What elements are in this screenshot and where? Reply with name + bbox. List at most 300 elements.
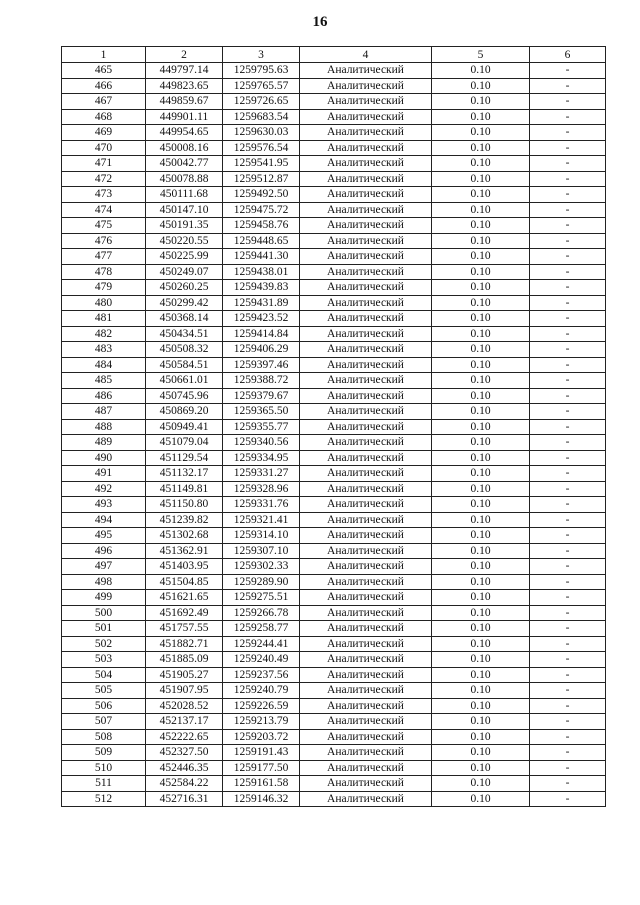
cell-point-number: 496	[62, 543, 146, 559]
table-row	[62, 388, 606, 404]
cell-method: Аналитический	[300, 574, 432, 590]
table-row	[62, 156, 606, 172]
cell-method: Аналитический	[300, 776, 432, 792]
cell-note: -	[530, 435, 606, 451]
coordinates-table	[61, 46, 606, 807]
cell-note: -	[530, 729, 606, 745]
cell-note: -	[530, 652, 606, 668]
cell-method: Аналитический	[300, 404, 432, 420]
cell-x-coordinate: 449859.67	[146, 94, 223, 110]
cell-x-coordinate: 451692.49	[146, 605, 223, 621]
cell-method: Аналитический	[300, 187, 432, 203]
table-row	[62, 63, 606, 79]
cell-y-coordinate: 1259438.01	[223, 264, 300, 280]
cell-method: Аналитический	[300, 667, 432, 683]
cell-y-coordinate: 1259441.30	[223, 249, 300, 265]
cell-point-number: 501	[62, 621, 146, 637]
cell-x-coordinate: 451129.54	[146, 450, 223, 466]
cell-x-coordinate: 450078.88	[146, 171, 223, 187]
table-row	[62, 714, 606, 730]
cell-x-coordinate: 449797.14	[146, 63, 223, 79]
cell-accuracy: 0.10	[432, 605, 530, 621]
cell-x-coordinate: 450661.01	[146, 373, 223, 389]
cell-accuracy: 0.10	[432, 466, 530, 482]
cell-point-number: 481	[62, 311, 146, 327]
cell-note: -	[530, 373, 606, 389]
cell-accuracy: 0.10	[432, 435, 530, 451]
cell-x-coordinate: 449823.65	[146, 78, 223, 94]
cell-y-coordinate: 1259237.56	[223, 667, 300, 683]
cell-point-number: 471	[62, 156, 146, 172]
cell-point-number: 493	[62, 497, 146, 513]
cell-note: -	[530, 357, 606, 373]
cell-accuracy: 0.10	[432, 543, 530, 559]
cell-point-number: 509	[62, 745, 146, 761]
cell-accuracy: 0.10	[432, 745, 530, 761]
table-row	[62, 171, 606, 187]
cell-point-number: 484	[62, 357, 146, 373]
cell-point-number: 500	[62, 605, 146, 621]
cell-point-number: 492	[62, 481, 146, 497]
cell-y-coordinate: 1259302.33	[223, 559, 300, 575]
cell-x-coordinate: 452446.35	[146, 760, 223, 776]
cell-note: -	[530, 187, 606, 203]
cell-y-coordinate: 1259397.46	[223, 357, 300, 373]
cell-method: Аналитический	[300, 481, 432, 497]
cell-y-coordinate: 1259191.43	[223, 745, 300, 761]
cell-point-number: 473	[62, 187, 146, 203]
cell-accuracy: 0.10	[432, 78, 530, 94]
table-row	[62, 466, 606, 482]
cell-accuracy: 0.10	[432, 404, 530, 420]
cell-x-coordinate: 450191.35	[146, 218, 223, 234]
cell-method: Аналитический	[300, 156, 432, 172]
cell-method: Аналитический	[300, 729, 432, 745]
table-row	[62, 559, 606, 575]
cell-note: -	[530, 776, 606, 792]
table-row	[62, 218, 606, 234]
table-header	[62, 47, 606, 63]
cell-x-coordinate: 451149.81	[146, 481, 223, 497]
cell-note: -	[530, 714, 606, 730]
cell-method: Аналитический	[300, 140, 432, 156]
cell-point-number: 488	[62, 419, 146, 435]
cell-point-number: 507	[62, 714, 146, 730]
cell-y-coordinate: 1259240.79	[223, 683, 300, 699]
table-row	[62, 450, 606, 466]
cell-note: -	[530, 218, 606, 234]
cell-note: -	[530, 698, 606, 714]
table-row	[62, 543, 606, 559]
cell-accuracy: 0.10	[432, 295, 530, 311]
cell-note: -	[530, 233, 606, 249]
cell-accuracy: 0.10	[432, 63, 530, 79]
cell-x-coordinate: 449901.11	[146, 109, 223, 125]
cell-accuracy: 0.10	[432, 667, 530, 683]
table-row	[62, 636, 606, 652]
cell-y-coordinate: 1259365.50	[223, 404, 300, 420]
cell-accuracy: 0.10	[432, 714, 530, 730]
cell-method: Аналитический	[300, 435, 432, 451]
table-row	[62, 512, 606, 528]
table-row	[62, 295, 606, 311]
cell-note: -	[530, 202, 606, 218]
cell-accuracy: 0.10	[432, 264, 530, 280]
cell-note: -	[530, 125, 606, 141]
cell-x-coordinate: 450434.51	[146, 326, 223, 342]
cell-y-coordinate: 1259630.03	[223, 125, 300, 141]
cell-point-number: 486	[62, 388, 146, 404]
cell-x-coordinate: 450584.51	[146, 357, 223, 373]
cell-point-number: 483	[62, 342, 146, 358]
cell-x-coordinate: 451150.80	[146, 497, 223, 513]
cell-accuracy: 0.10	[432, 698, 530, 714]
cell-method: Аналитический	[300, 683, 432, 699]
cell-accuracy: 0.10	[432, 636, 530, 652]
cell-y-coordinate: 1259213.79	[223, 714, 300, 730]
cell-method: Аналитический	[300, 388, 432, 404]
cell-point-number: 485	[62, 373, 146, 389]
table-row	[62, 760, 606, 776]
table-row	[62, 404, 606, 420]
table-row	[62, 78, 606, 94]
cell-note: -	[530, 171, 606, 187]
cell-y-coordinate: 1259541.95	[223, 156, 300, 172]
cell-x-coordinate: 450368.14	[146, 311, 223, 327]
cell-method: Аналитический	[300, 528, 432, 544]
cell-point-number: 476	[62, 233, 146, 249]
cell-point-number: 480	[62, 295, 146, 311]
cell-y-coordinate: 1259726.65	[223, 94, 300, 110]
cell-x-coordinate: 451504.85	[146, 574, 223, 590]
cell-method: Аналитический	[300, 512, 432, 528]
cell-y-coordinate: 1259458.76	[223, 218, 300, 234]
cell-accuracy: 0.10	[432, 388, 530, 404]
cell-method: Аналитический	[300, 171, 432, 187]
cell-accuracy: 0.10	[432, 202, 530, 218]
cell-method: Аналитический	[300, 249, 432, 265]
cell-x-coordinate: 452028.52	[146, 698, 223, 714]
cell-accuracy: 0.10	[432, 683, 530, 699]
cell-note: -	[530, 280, 606, 296]
cell-note: -	[530, 559, 606, 575]
cell-note: -	[530, 249, 606, 265]
cell-y-coordinate: 1259355.77	[223, 419, 300, 435]
table-row	[62, 357, 606, 373]
cell-note: -	[530, 512, 606, 528]
cell-y-coordinate: 1259423.52	[223, 311, 300, 327]
cell-method: Аналитический	[300, 652, 432, 668]
cell-x-coordinate: 450147.10	[146, 202, 223, 218]
cell-point-number: 505	[62, 683, 146, 699]
cell-x-coordinate: 450111.68	[146, 187, 223, 203]
cell-method: Аналитический	[300, 295, 432, 311]
cell-point-number: 511	[62, 776, 146, 792]
table-row	[62, 94, 606, 110]
cell-method: Аналитический	[300, 543, 432, 559]
cell-x-coordinate: 450745.96	[146, 388, 223, 404]
cell-y-coordinate: 1259258.77	[223, 621, 300, 637]
column-header-1: 1	[62, 47, 146, 63]
cell-note: -	[530, 326, 606, 342]
cell-point-number: 469	[62, 125, 146, 141]
table-row	[62, 109, 606, 125]
cell-note: -	[530, 791, 606, 807]
cell-y-coordinate: 1259512.87	[223, 171, 300, 187]
cell-y-coordinate: 1259146.32	[223, 791, 300, 807]
table-row	[62, 729, 606, 745]
cell-x-coordinate: 450042.77	[146, 156, 223, 172]
cell-note: -	[530, 590, 606, 606]
cell-x-coordinate: 451882.71	[146, 636, 223, 652]
cell-y-coordinate: 1259331.76	[223, 497, 300, 513]
cell-point-number: 494	[62, 512, 146, 528]
cell-point-number: 490	[62, 450, 146, 466]
cell-x-coordinate: 451885.09	[146, 652, 223, 668]
cell-x-coordinate: 452137.17	[146, 714, 223, 730]
cell-x-coordinate: 450508.32	[146, 342, 223, 358]
cell-note: -	[530, 466, 606, 482]
cell-x-coordinate: 450869.20	[146, 404, 223, 420]
cell-accuracy: 0.10	[432, 652, 530, 668]
header-row	[62, 47, 606, 63]
table-row	[62, 342, 606, 358]
cell-point-number: 470	[62, 140, 146, 156]
cell-method: Аналитический	[300, 233, 432, 249]
cell-method: Аналитический	[300, 373, 432, 389]
cell-note: -	[530, 311, 606, 327]
table-row	[62, 776, 606, 792]
cell-x-coordinate: 450220.55	[146, 233, 223, 249]
page-number: 16	[312, 14, 328, 30]
cell-x-coordinate: 451757.55	[146, 621, 223, 637]
table-row	[62, 435, 606, 451]
cell-point-number: 482	[62, 326, 146, 342]
cell-method: Аналитический	[300, 357, 432, 373]
cell-y-coordinate: 1259289.90	[223, 574, 300, 590]
table-row	[62, 373, 606, 389]
cell-accuracy: 0.10	[432, 94, 530, 110]
cell-y-coordinate: 1259448.65	[223, 233, 300, 249]
cell-accuracy: 0.10	[432, 621, 530, 637]
cell-method: Аналитический	[300, 559, 432, 575]
table-row	[62, 202, 606, 218]
cell-y-coordinate: 1259334.95	[223, 450, 300, 466]
cell-note: -	[530, 388, 606, 404]
cell-method: Аналитический	[300, 63, 432, 79]
cell-note: -	[530, 528, 606, 544]
cell-accuracy: 0.10	[432, 776, 530, 792]
cell-x-coordinate: 449954.65	[146, 125, 223, 141]
cell-x-coordinate: 450008.16	[146, 140, 223, 156]
cell-point-number: 495	[62, 528, 146, 544]
cell-accuracy: 0.10	[432, 326, 530, 342]
cell-x-coordinate: 450949.41	[146, 419, 223, 435]
cell-method: Аналитический	[300, 450, 432, 466]
cell-method: Аналитический	[300, 590, 432, 606]
column-header-5: 5	[432, 47, 530, 63]
cell-point-number: 468	[62, 109, 146, 125]
cell-y-coordinate: 1259244.41	[223, 636, 300, 652]
cell-accuracy: 0.10	[432, 156, 530, 172]
table-row	[62, 264, 606, 280]
cell-x-coordinate: 450249.07	[146, 264, 223, 280]
cell-y-coordinate: 1259340.56	[223, 435, 300, 451]
cell-accuracy: 0.10	[432, 791, 530, 807]
cell-method: Аналитический	[300, 419, 432, 435]
cell-method: Аналитический	[300, 342, 432, 358]
table-row	[62, 311, 606, 327]
cell-y-coordinate: 1259328.96	[223, 481, 300, 497]
cell-method: Аналитический	[300, 218, 432, 234]
table-row	[62, 233, 606, 249]
table-row	[62, 481, 606, 497]
table-row	[62, 698, 606, 714]
cell-accuracy: 0.10	[432, 171, 530, 187]
table-row	[62, 326, 606, 342]
cell-point-number: 489	[62, 435, 146, 451]
cell-note: -	[530, 295, 606, 311]
table-row	[62, 683, 606, 699]
cell-method: Аналитический	[300, 745, 432, 761]
cell-y-coordinate: 1259795.63	[223, 63, 300, 79]
cell-x-coordinate: 451362.91	[146, 543, 223, 559]
cell-method: Аналитический	[300, 109, 432, 125]
cell-point-number: 475	[62, 218, 146, 234]
cell-accuracy: 0.10	[432, 342, 530, 358]
cell-method: Аналитический	[300, 94, 432, 110]
column-header-2: 2	[146, 47, 223, 63]
cell-y-coordinate: 1259177.50	[223, 760, 300, 776]
cell-method: Аналитический	[300, 202, 432, 218]
cell-method: Аналитический	[300, 78, 432, 94]
cell-note: -	[530, 156, 606, 172]
cell-note: -	[530, 745, 606, 761]
cell-accuracy: 0.10	[432, 357, 530, 373]
cell-method: Аналитический	[300, 326, 432, 342]
cell-note: -	[530, 636, 606, 652]
cell-accuracy: 0.10	[432, 419, 530, 435]
cell-x-coordinate: 451132.17	[146, 466, 223, 482]
cell-x-coordinate: 451079.04	[146, 435, 223, 451]
table-row	[62, 745, 606, 761]
cell-point-number: 487	[62, 404, 146, 420]
cell-x-coordinate: 451302.68	[146, 528, 223, 544]
cell-note: -	[530, 404, 606, 420]
cell-method: Аналитический	[300, 636, 432, 652]
cell-note: -	[530, 63, 606, 79]
column-header-4: 4	[300, 47, 432, 63]
cell-x-coordinate: 450260.25	[146, 280, 223, 296]
cell-point-number: 506	[62, 698, 146, 714]
cell-method: Аналитический	[300, 264, 432, 280]
table-row	[62, 528, 606, 544]
table-row	[62, 621, 606, 637]
table-row	[62, 605, 606, 621]
table-row	[62, 791, 606, 807]
cell-method: Аналитический	[300, 466, 432, 482]
cell-accuracy: 0.10	[432, 574, 530, 590]
cell-accuracy: 0.10	[432, 249, 530, 265]
cell-accuracy: 0.10	[432, 311, 530, 327]
cell-x-coordinate: 452584.22	[146, 776, 223, 792]
cell-accuracy: 0.10	[432, 729, 530, 745]
cell-note: -	[530, 481, 606, 497]
cell-y-coordinate: 1259203.72	[223, 729, 300, 745]
cell-point-number: 465	[62, 63, 146, 79]
cell-note: -	[530, 78, 606, 94]
cell-note: -	[530, 497, 606, 513]
table-row	[62, 574, 606, 590]
table-row	[62, 590, 606, 606]
table-row	[62, 667, 606, 683]
cell-point-number: 497	[62, 559, 146, 575]
cell-method: Аналитический	[300, 497, 432, 513]
cell-point-number: 512	[62, 791, 146, 807]
cell-accuracy: 0.10	[432, 559, 530, 575]
cell-point-number: 491	[62, 466, 146, 482]
cell-y-coordinate: 1259406.29	[223, 342, 300, 358]
table-row	[62, 280, 606, 296]
table-row	[62, 652, 606, 668]
cell-note: -	[530, 760, 606, 776]
cell-y-coordinate: 1259683.54	[223, 109, 300, 125]
cell-method: Аналитический	[300, 760, 432, 776]
cell-point-number: 498	[62, 574, 146, 590]
cell-accuracy: 0.10	[432, 187, 530, 203]
cell-note: -	[530, 543, 606, 559]
cell-point-number: 502	[62, 636, 146, 652]
cell-note: -	[530, 342, 606, 358]
column-header-3: 3	[223, 47, 300, 63]
cell-x-coordinate: 451907.95	[146, 683, 223, 699]
cell-note: -	[530, 683, 606, 699]
cell-point-number: 477	[62, 249, 146, 265]
cell-y-coordinate: 1259275.51	[223, 590, 300, 606]
cell-method: Аналитический	[300, 714, 432, 730]
cell-y-coordinate: 1259226.59	[223, 698, 300, 714]
cell-accuracy: 0.10	[432, 233, 530, 249]
cell-note: -	[530, 140, 606, 156]
cell-note: -	[530, 264, 606, 280]
cell-point-number: 510	[62, 760, 146, 776]
cell-accuracy: 0.10	[432, 760, 530, 776]
cell-y-coordinate: 1259765.57	[223, 78, 300, 94]
cell-accuracy: 0.10	[432, 497, 530, 513]
cell-x-coordinate: 451239.82	[146, 512, 223, 528]
cell-y-coordinate: 1259379.67	[223, 388, 300, 404]
cell-accuracy: 0.10	[432, 528, 530, 544]
cell-method: Аналитический	[300, 311, 432, 327]
cell-point-number: 478	[62, 264, 146, 280]
cell-point-number: 508	[62, 729, 146, 745]
cell-accuracy: 0.10	[432, 450, 530, 466]
cell-accuracy: 0.10	[432, 280, 530, 296]
cell-accuracy: 0.10	[432, 140, 530, 156]
cell-y-coordinate: 1259492.50	[223, 187, 300, 203]
cell-accuracy: 0.10	[432, 109, 530, 125]
cell-note: -	[530, 94, 606, 110]
cell-point-number: 472	[62, 171, 146, 187]
cell-y-coordinate: 1259240.49	[223, 652, 300, 668]
cell-x-coordinate: 450299.42	[146, 295, 223, 311]
cell-point-number: 504	[62, 667, 146, 683]
cell-y-coordinate: 1259475.72	[223, 202, 300, 218]
cell-note: -	[530, 605, 606, 621]
cell-note: -	[530, 621, 606, 637]
column-header-6: 6	[530, 47, 606, 63]
cell-y-coordinate: 1259161.58	[223, 776, 300, 792]
